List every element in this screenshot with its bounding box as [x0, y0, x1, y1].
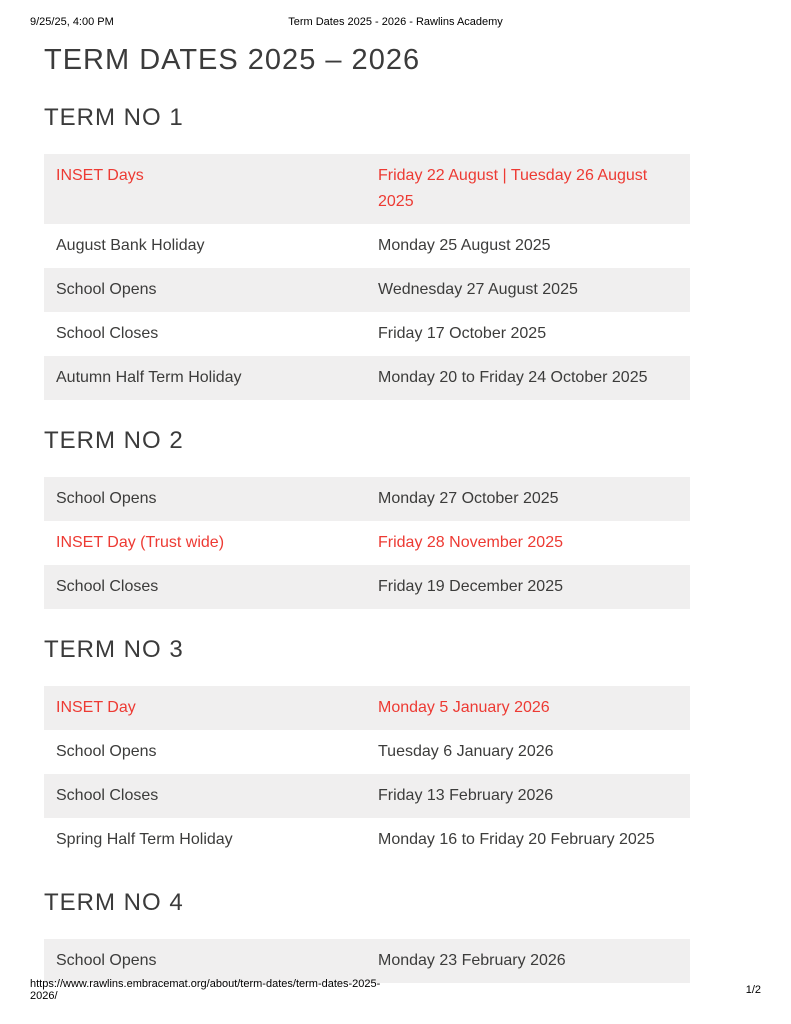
- term-table-4: [44, 939, 690, 983]
- term-table-2: [44, 477, 690, 609]
- row-value: Monday 20 to Friday 24 October 2025: [378, 369, 648, 386]
- print-url: https://www.rawlins.embracemat.org/about/term-dates/term-dates-2025-2026/: [30, 978, 381, 1002]
- row-label: Autumn Half Term Holiday: [56, 369, 242, 386]
- print-footer: [0, 978, 791, 1002]
- table-row: [44, 730, 690, 774]
- row-value: Friday 28 November 2025: [378, 534, 563, 551]
- table-row: [44, 818, 690, 862]
- row-value: Friday 22 August | Tuesday 26 August 2025: [378, 167, 648, 210]
- table-row: [44, 477, 690, 521]
- table-row: [44, 224, 690, 268]
- row-value: Tuesday 6 January 2026: [378, 743, 554, 760]
- row-value: Friday 17 October 2025: [378, 325, 547, 342]
- row-label: INSET Day (Trust wide): [56, 534, 225, 551]
- row-value: Monday 5 January 2026: [378, 699, 550, 716]
- row-label: School Opens: [56, 490, 157, 507]
- term-table-1: [44, 154, 690, 400]
- row-label: School Closes: [56, 787, 159, 804]
- row-value: Monday 23 February 2026: [378, 952, 566, 969]
- row-label: School Closes: [56, 578, 159, 595]
- table-row: [44, 939, 690, 983]
- table-row: [44, 356, 690, 400]
- section-heading-term-3: TERM NO 3: [44, 636, 184, 663]
- table-row: [44, 774, 690, 818]
- row-label: INSET Day: [56, 699, 136, 716]
- row-value: Friday 19 December 2025: [378, 578, 563, 595]
- row-label: School Opens: [56, 952, 157, 969]
- row-label: School Opens: [56, 743, 157, 760]
- table-row: [44, 686, 690, 730]
- print-header: [0, 16, 791, 28]
- row-label: School Closes: [56, 325, 159, 342]
- print-timestamp: 9/25/25, 4:00 PM: [30, 16, 114, 28]
- print-page-number: 1/2: [745, 984, 761, 996]
- table-row: [44, 154, 690, 224]
- print-document-title: Term Dates 2025 - 2026 - Rawlins Academy: [288, 16, 503, 28]
- table-row: [44, 268, 690, 312]
- row-label: INSET Days: [56, 167, 144, 184]
- row-value: Monday 25 August 2025: [378, 237, 551, 254]
- row-label: August Bank Holiday: [56, 237, 205, 254]
- row-value: Wednesday 27 August 2025: [378, 281, 578, 298]
- page-title: TERM DATES 2025 – 2026: [44, 44, 421, 76]
- row-label: Spring Half Term Holiday: [56, 831, 233, 848]
- row-value: Monday 27 October 2025: [378, 490, 559, 507]
- section-heading-term-1: TERM NO 1: [44, 104, 184, 131]
- table-row: [44, 565, 690, 609]
- row-value: Friday 13 February 2026: [378, 787, 554, 804]
- table-row: [44, 312, 690, 356]
- section-heading-term-4: TERM NO 4: [44, 889, 184, 916]
- term-table-3: [44, 686, 690, 862]
- row-value: Monday 16 to Friday 20 February 2025: [378, 831, 655, 848]
- table-row: [44, 521, 690, 565]
- section-heading-term-2: TERM NO 2: [44, 427, 184, 454]
- document-body: [44, 44, 690, 983]
- row-label: School Opens: [56, 281, 157, 298]
